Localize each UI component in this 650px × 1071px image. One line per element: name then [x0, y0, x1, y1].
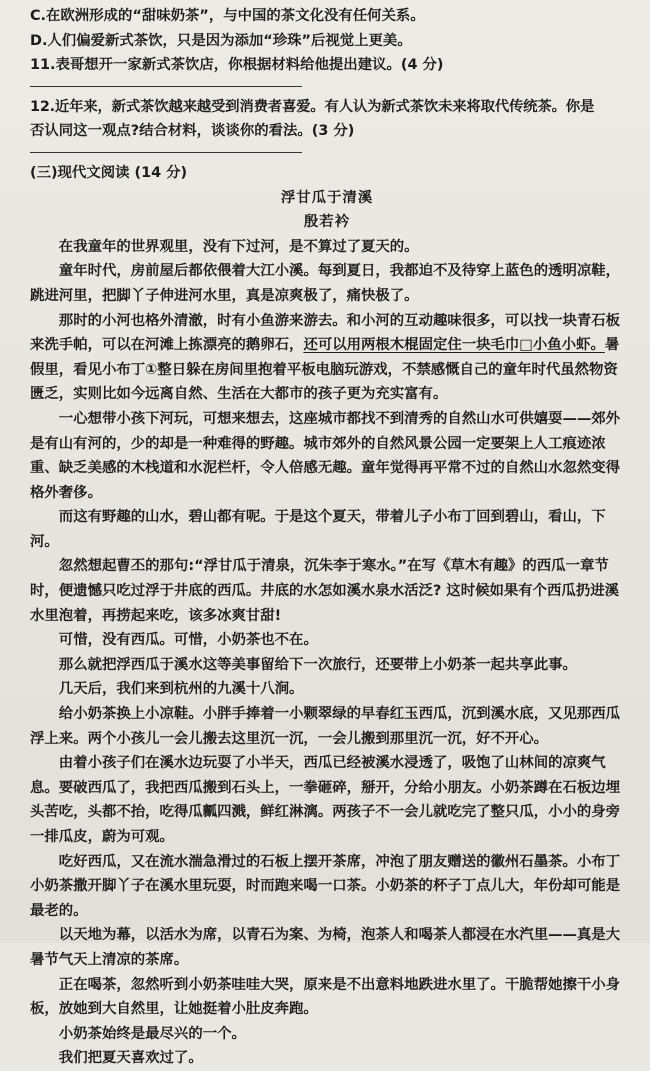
option-c: C.在欧洲形成的“甜味奶茶”，与中国的茶文化没有任何关系。 — [30, 8, 425, 24]
paragraph-3-text-b: 暑假里，看见小布丁①整日躲在房间里抱着平板电脑玩游戏，不禁感慨自己的童年时代虽然物资匮乏，实则比如今远离自然、生活在大都市的孩子更为充实富有。 — [30, 337, 620, 403]
paragraph-6: 忽然想起曹丕的那句:“浮甘瓜于清泉，沉朱李于寒水。”在写《草木有趣》的西瓜一章节时，便遗憾只吃过浮于井底的西瓜。井底的水怎如溪水泉水活泛? 这时候如果有个西瓜扔进溪水里泡着，再捞起来吃，该多冰爽甘甜! — [30, 558, 619, 624]
question-12-line2: 否认同这一观点?结合材料，谈谈你的看法。(3 分) — [30, 123, 355, 140]
paragraph-2: 童年时代，房前屋后都依偎着大江小溪。每到夏日，我都迫不及待穿上蓝色的透明凉鞋，跳进河里，把脚丫子伸进河水里，真是凉爽极了，痛快极了。 — [30, 263, 621, 304]
paragraph-14: 正在喝茶，忽然听到小奶茶哇哇大哭，原来是不出意料地跌进水里了。干脆帮她擦干小身板，放她到大自然里，让她挺着小肚皮奔跑。 — [30, 976, 621, 1018]
answer-line-12 — [30, 144, 302, 153]
paragraph-13: 以天地为幕，以活水为席，以青石为案、为椅，泡茶人和喝茶人都浸在水汽里——真是大暑节气天上清凉的茶席。 — [30, 927, 621, 968]
paragraph-8: 那么就把浮西瓜于溪水这等美事留给下一次旅行，还要带上小奶茶一起共享此事。 — [58, 656, 577, 673]
paragraph-10: 给小奶茶换上小凉鞋。小胖手捧着一小颗翠绿的早春红玉西瓜，沉到溪水底，又见那西瓜浮上来。两个小孩儿一会儿搬去这里沉一沉，一会儿搬到那里沉一沉，好不开心。 — [30, 706, 621, 747]
paragraph-7: 可惜，没有西瓜。可惜，小奶茶也不在。 — [58, 632, 318, 649]
option-d: D.人们偏爱新式茶饮，只是因为添加“珍珠”后视觉上更美。 — [30, 32, 412, 49]
paragraph-3 — [30, 309, 624, 407]
underlined-sentence: 还可以用两根木棍固定住一块毛巾□小鱼小虾。 — [303, 337, 605, 354]
essay-title: 浮甘瓜于清溪 — [280, 189, 374, 206]
paragraph-1: 在我童年的世界观里，没有下过河，是不算过了夏天的。 — [58, 238, 419, 255]
section-title: (三)现代文阅读 (14 分) — [30, 164, 188, 181]
question-12-line1: 12.近年来，新式茶饮越来越受到消费者喜爱。有人认为新式茶饮未来将取代传统茶。你是 — [30, 98, 595, 115]
paragraph-11: 由着小孩子们在溪水边玩耍了小半天，西瓜已经被溪水浸透了，吸饱了山林间的凉爽气息。要破西瓜了，我把西瓜搬到石头上，一拳砸碎，掰开，分给小朋友。小奶茶蹲在石板边埋头苦吃，头都不抬，吃得瓜瓤四溅，鲜红淋漓。两孩子不一会儿就吃完了整只瓜，小小的身旁一排瓜皮，蔚为可观。 — [30, 755, 621, 845]
paragraph-3-text-a: 那时的小河也格外清澈，时有小鱼游来游去。和小河的互动趣味很多，可以找一块青石板来洗手帕，可以在河滩上拣漂亮的鹅卵石， — [30, 312, 621, 354]
paragraph-9: 几天后，我们来到杭州的九溪十八涧。 — [58, 681, 304, 698]
question-11: 11.表哥想开一家新式茶饮店，你根据材料给他提出建议。(4 分) — [30, 57, 444, 74]
essay-author: 殷若衿 — [303, 214, 351, 231]
paragraph-12: 吃好西瓜，又在流水湍急滑过的石板上摆开茶席，冲泡了朋友赠送的徽州石墨茶。小布丁小奶茶撒开脚丫子在溪水里玩耍，时而跑来喝一口茶。小奶茶的杯子丁点儿大，年份却可能是最老的。 — [30, 853, 621, 919]
paragraph-5: 而这有野趣的山水，碧山都有呢。于是这个夏天，带着儿子小布丁回到碧山，看山，下河。 — [30, 509, 606, 550]
paragraph-16: 我们把夏天喜欢过了。 — [58, 1050, 203, 1067]
paragraph-15: 小奶茶始终是最尽兴的一个。 — [58, 1025, 246, 1042]
answer-line-11 — [30, 78, 302, 87]
paragraph-4: 一心想带小孩下河玩，可想来想去，这座城市都找不到清秀的自然山水可供嬉耍——郊外是有山有河的，少的却是一种难得的野趣。城市郊外的自然风景公园一定要架上人工痕迹浓重、缺乏美感的木栈道和水泥栏杆，令人倍感无趣。童年觉得再平常不过的自然山水忽然变得格外奢侈。 — [30, 410, 621, 501]
